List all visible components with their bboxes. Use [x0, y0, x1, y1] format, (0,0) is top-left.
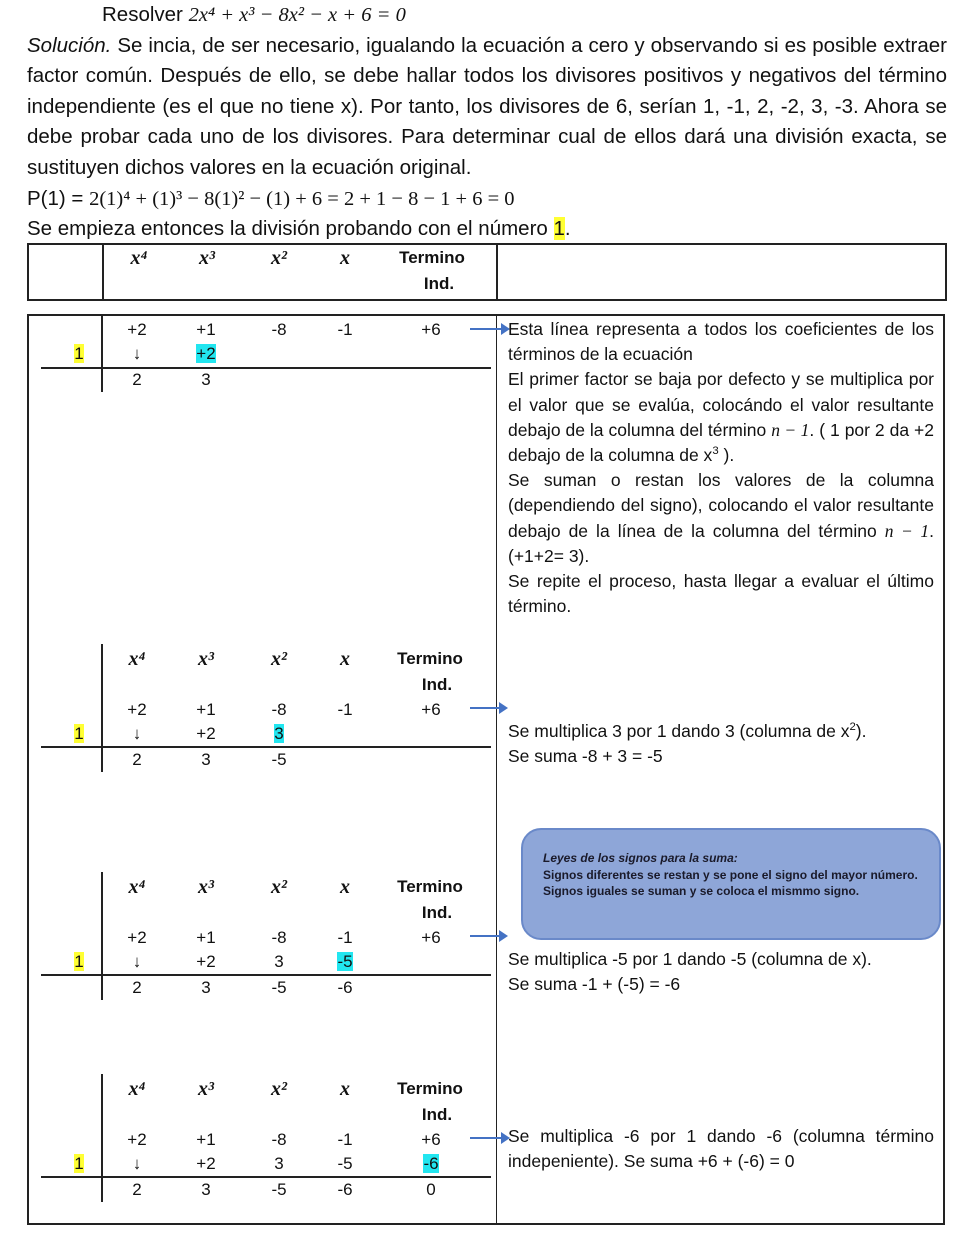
- solution-text: Se incia, de ser necesario, igualando la ecuación a cero y observando si es posible extraer factor común. Después de ello, se debe hallar todos los divisores positivos y negativos del término independiente (es el que no tiene x). Por tanto, los divisores de 6, serían 1, -1, 2, -2, 3, -3. Ahora se debe probar cada uno de los divisores. Para determinar cual de ellos dará una división exacta, se sustituyen dichos valores en la ecuación original.: [27, 33, 947, 179]
- intro-section: [27, 0, 947, 245]
- product-value: -6: [423, 1154, 439, 1173]
- product: +2: [196, 952, 216, 971]
- coef: +2: [127, 1130, 147, 1149]
- col-x: x: [340, 648, 350, 670]
- s2-line1: [508, 719, 934, 744]
- e2c: ).: [718, 445, 735, 466]
- coef: +2: [127, 928, 147, 947]
- coef: -8: [271, 700, 287, 719]
- step4-horizontal-line: [41, 1176, 491, 1178]
- solution-paragraph: [27, 31, 947, 184]
- result: -5: [271, 978, 287, 997]
- coef: +2: [127, 320, 147, 339]
- term-line1: Termino: [397, 877, 463, 896]
- problem-title: [27, 0, 947, 31]
- start-end: .: [564, 217, 571, 241]
- col-x2: x²: [271, 876, 287, 898]
- problem-equation: 2x⁴ + x³ − 8x² − x + 6 = 0: [188, 4, 406, 26]
- divisor-value: 1: [74, 1154, 84, 1173]
- start-number-highlight: 1: [553, 217, 565, 241]
- result: 3: [201, 370, 211, 389]
- header-col-x2: x²: [271, 247, 287, 269]
- term-line1: Termino: [397, 1079, 463, 1098]
- product-highlight: [411, 1154, 451, 1174]
- col-x3: x³: [198, 876, 214, 898]
- coef: +1: [196, 928, 216, 947]
- result: 3: [201, 750, 211, 769]
- header-col-term: [387, 245, 477, 297]
- division-step-1: [29, 316, 499, 396]
- p1-evaluation: [27, 184, 947, 215]
- coef: +2: [127, 700, 147, 719]
- divisor: [69, 952, 89, 972]
- explanation-step-1: [508, 317, 934, 619]
- coef: -1: [337, 320, 353, 339]
- coef: +6: [421, 700, 441, 719]
- result: -5: [271, 750, 287, 769]
- e2-math: n − 1: [771, 419, 810, 440]
- e2-sup: 3: [712, 445, 719, 458]
- header-col-x4: x⁴: [130, 247, 148, 269]
- s2-sup: 2: [849, 721, 856, 734]
- coef: -8: [271, 1130, 287, 1149]
- coef: -1: [337, 1130, 353, 1149]
- callout-body: Signos diferentes se restan y se pone el signo del mayor número. Signos iguales se suman y se coloca el mismmo signo.: [543, 867, 918, 898]
- arrow-down-icon: ↓: [132, 344, 142, 363]
- product-value: -5: [337, 952, 353, 971]
- product: -5: [337, 1154, 353, 1173]
- col-term: [385, 874, 475, 926]
- result: 2: [132, 1180, 142, 1199]
- step1-vertical-line: [101, 314, 103, 392]
- sign-rules-callout: [521, 828, 941, 940]
- product-highlight: [325, 952, 365, 972]
- coef: -1: [337, 700, 353, 719]
- product-highlight: [259, 724, 299, 744]
- coef: -1: [337, 928, 353, 947]
- divisor: [69, 344, 89, 364]
- arrow-down-icon: ↓: [132, 724, 142, 743]
- step2-horizontal-line: [41, 746, 491, 748]
- division-step-3: [29, 872, 499, 1002]
- term-line1: Termino: [397, 649, 463, 668]
- term-line2: Ind.: [421, 675, 453, 694]
- e2b: . ( 1 por 2 da +2 debajo de la columna de x: [508, 419, 934, 466]
- expl-coefficients: Esta línea representa a todos los coeficientes de los términos de la ecuación: [508, 319, 934, 365]
- division-step-4: [29, 1074, 499, 1204]
- title-prefix: Resolver: [102, 3, 189, 26]
- result: -6: [337, 1180, 353, 1199]
- product-highlight: [186, 344, 226, 364]
- e3b: . (+1+2= 3).: [508, 520, 934, 566]
- expl-sum: [508, 468, 934, 569]
- term-line2: Ind.: [421, 903, 453, 922]
- col-x4: x⁴: [128, 648, 146, 670]
- term-line1: Termino: [399, 248, 465, 267]
- explanation-step-3: [508, 947, 934, 997]
- col-x3: x³: [198, 648, 214, 670]
- header-col-x: x: [340, 247, 350, 269]
- product: +2: [196, 1154, 216, 1173]
- result: 2: [132, 750, 142, 769]
- result: 2: [132, 978, 142, 997]
- divisor-value: 1: [74, 952, 84, 971]
- divisor-value: 1: [74, 344, 84, 363]
- s2b: ).: [855, 721, 867, 741]
- s2-line2: Se suma -8 + 3 = -5: [508, 746, 663, 767]
- step4-vertical-line: [101, 1074, 103, 1202]
- start-text: Se empieza entonces la división probando con el número: [27, 217, 554, 241]
- coef: +1: [196, 320, 216, 339]
- col-term: [385, 646, 475, 698]
- explanation-step-4: [508, 1124, 934, 1174]
- result: -5: [271, 1180, 287, 1199]
- start-sentence: [27, 214, 947, 245]
- result: 0: [426, 1180, 436, 1199]
- col-x: x: [340, 1078, 350, 1100]
- product: +2: [196, 724, 216, 743]
- s4-text: Se multiplica -6 por 1 dando -6 (columna término indepeniente). Se suma +6 + (-6) = 0: [508, 1126, 934, 1172]
- s2a: Se multiplica 3 por 1 dando 3 (columna de x: [508, 721, 850, 741]
- expl-repeat: Se repite el proceso, hasta llegar a evaluar el último término.: [508, 571, 934, 617]
- col-x2: x²: [271, 648, 287, 670]
- col-x3: x³: [198, 1078, 214, 1100]
- e2a: El primer factor se baja por defecto y se multiplica por el valor que se evalúa, colocándo el valor resultante debajo de la columna del término: [508, 369, 934, 440]
- division-step-2: [29, 644, 499, 774]
- callout-title: Leyes de los signos para la suma:: [543, 851, 738, 865]
- step1-horizontal-line: [41, 367, 491, 369]
- e3-math: n − 1: [884, 520, 930, 541]
- col-x2: x²: [271, 1078, 287, 1100]
- product: 3: [274, 952, 284, 971]
- step3-horizontal-line: [41, 974, 491, 976]
- arrow-down-icon: ↓: [132, 952, 142, 971]
- coef: +6: [421, 320, 441, 339]
- arrow-down-icon: ↓: [132, 1154, 142, 1173]
- result: 3: [201, 1180, 211, 1199]
- arrow-right-icon: [470, 328, 508, 330]
- expl-first-factor: [508, 367, 934, 468]
- result: -6: [337, 978, 353, 997]
- result: 2: [132, 370, 142, 389]
- e3a: Se suman o restan los valores de la columna (dependiendo del signo), colocando el valor resultante debajo de la línea de la columna del término: [508, 470, 934, 541]
- term-line2: Ind.: [423, 274, 455, 293]
- coef: +6: [421, 1130, 441, 1149]
- product-value: +2: [196, 344, 216, 363]
- divisor: [69, 724, 89, 744]
- column-header-box: [27, 243, 947, 301]
- coef: -8: [271, 928, 287, 947]
- product: 3: [274, 1154, 284, 1173]
- header-col-x3: x³: [199, 247, 215, 269]
- s3-line1: Se multiplica -5 por 1 dando -5 (columna de x).: [508, 949, 872, 969]
- step2-vertical-line: [101, 644, 103, 772]
- header-divider-right: [496, 245, 498, 299]
- coef: +6: [421, 928, 441, 947]
- arrow-right-icon: [470, 1137, 508, 1139]
- step3-vertical-line: [101, 872, 103, 1000]
- col-x4: x⁴: [128, 876, 146, 898]
- arrow-right-icon: [470, 935, 506, 937]
- col-x: x: [340, 876, 350, 898]
- solution-label: Solución.: [27, 33, 112, 57]
- p1-label: P(1) =: [27, 186, 90, 210]
- arrow-right-icon: [470, 707, 506, 709]
- divisor: [69, 1154, 89, 1174]
- p1-equation: 2(1)⁴ + (1)³ − 8(1)² − (1) + 6 = 2 + 1 − 8 − 1 + 6 = 0: [89, 187, 515, 210]
- explanation-step-2: [508, 719, 934, 769]
- col-term: [385, 1076, 475, 1128]
- result: 3: [201, 978, 211, 997]
- divisor-value: 1: [74, 724, 84, 743]
- s3-line2: Se suma -1 + (-5) = -6: [508, 974, 681, 995]
- col-x4: x⁴: [128, 1078, 146, 1100]
- product-value: 3: [274, 724, 284, 743]
- coef: +1: [196, 1130, 216, 1149]
- coef: +1: [196, 700, 216, 719]
- term-line2: Ind.: [421, 1105, 453, 1124]
- coef: -8: [271, 320, 287, 339]
- header-divider-left: [102, 245, 104, 299]
